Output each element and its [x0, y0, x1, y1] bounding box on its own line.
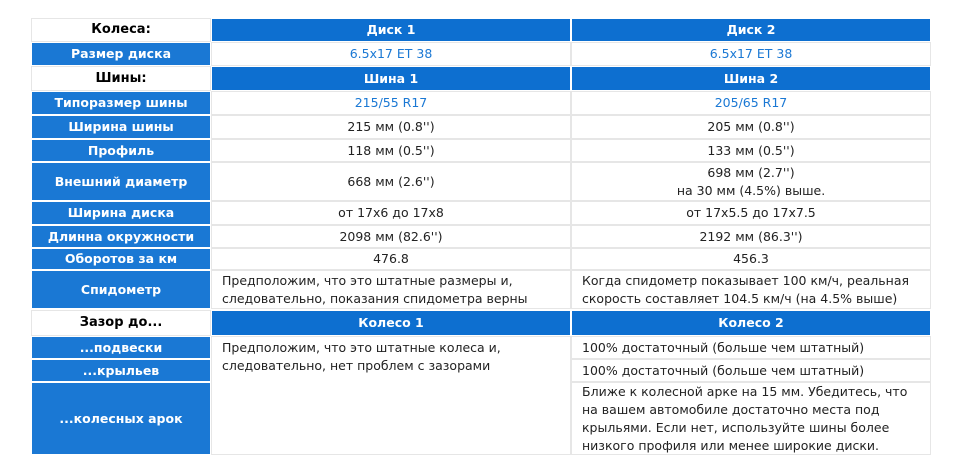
tire-width-value-2: 205 мм (0.8'')	[572, 116, 930, 138]
rim-width-value-1: от 17x6 до 17x8	[212, 202, 570, 224]
revs-per-km-value-2: 456.3	[572, 249, 930, 269]
profile-value-1: 118 мм (0.5'')	[212, 140, 570, 161]
wheel-arches-value-2: Ближе к колесной арке на 15 мм. Убедитесь, что на вашем автомобиле достаточно места под крыльями. Если нет, используйте шины более низкого профиля или менее широкие диски.	[572, 383, 930, 454]
outer-diameter-value-2-line1: 698 мм (2.7'')	[707, 164, 795, 180]
suspension-label: ...подвески	[32, 337, 210, 358]
outer-diameter-label: Внешний диаметр	[32, 163, 210, 200]
wheel1-header: Колесо 1	[212, 311, 570, 335]
profile-label: Профиль	[32, 140, 210, 161]
tire-size-value-1: 215/55 R17	[212, 92, 570, 114]
outer-diameter-value-1: 668 мм (2.6'')	[212, 163, 570, 200]
revs-per-km-label: Оборотов за км	[32, 249, 210, 269]
disk2-header: Диск 2	[572, 19, 930, 41]
circumference-value-2: 2192 мм (86.3'')	[572, 226, 930, 247]
wheel2-header: Колесо 2	[572, 311, 930, 335]
tire-width-label: Ширина шины	[32, 116, 210, 138]
profile-value-2: 133 мм (0.5'')	[572, 140, 930, 161]
rim-width-value-2: от 17x5.5 до 17x7.5	[572, 202, 930, 224]
fenders-label: ...крыльев	[32, 360, 210, 381]
tire-size-value-2: 205/65 R17	[572, 92, 930, 114]
circumference-label: Длинна окружности	[32, 226, 210, 247]
wheel-arches-label: ...колесных арок	[32, 383, 210, 454]
suspension-value-2: 100% достаточный (больше чем штатный)	[572, 337, 930, 358]
tire-width-value-1: 215 мм (0.8'')	[212, 116, 570, 138]
tire2-header: Шина 2	[572, 67, 930, 90]
outer-diameter-value-2-line2: на 30 мм (4.5%) выше.	[676, 182, 826, 198]
rim-width-label: Ширина диска	[32, 202, 210, 224]
disk1-header: Диск 1	[212, 19, 570, 41]
tires-section-label: Шины:	[32, 67, 210, 90]
clearance-note-wheel1: Предположим, что это штатные колеса и, следовательно, нет проблем с зазорами	[212, 337, 570, 454]
tire1-header: Шина 1	[212, 67, 570, 90]
outer-diameter-value-2	[572, 163, 930, 200]
rim-size-value-2: 6.5x17 ET 38	[572, 43, 930, 65]
speedometer-value-2: Когда спидометр показывает 100 км/ч, реальная скорость составляет 104.5 км/ч (на 4.5% выше)	[572, 271, 930, 308]
speedometer-label: Спидометр	[32, 271, 210, 308]
tire-size-label: Типоразмер шины	[32, 92, 210, 114]
wheels-section-label: Колеса:	[32, 19, 210, 41]
rim-size-label: Размер диска	[32, 43, 210, 65]
rim-size-value-1: 6.5x17 ET 38	[212, 43, 570, 65]
speedometer-value-1: Предположим, что это штатные размеры и, следовательно, показания спидометра верны	[212, 271, 570, 308]
revs-per-km-value-1: 476.8	[212, 249, 570, 269]
clearance-section-label: Зазор до...	[32, 311, 210, 335]
circumference-value-1: 2098 мм (82.6'')	[212, 226, 570, 247]
fenders-value-2: 100% достаточный (больше чем штатный)	[572, 360, 930, 381]
